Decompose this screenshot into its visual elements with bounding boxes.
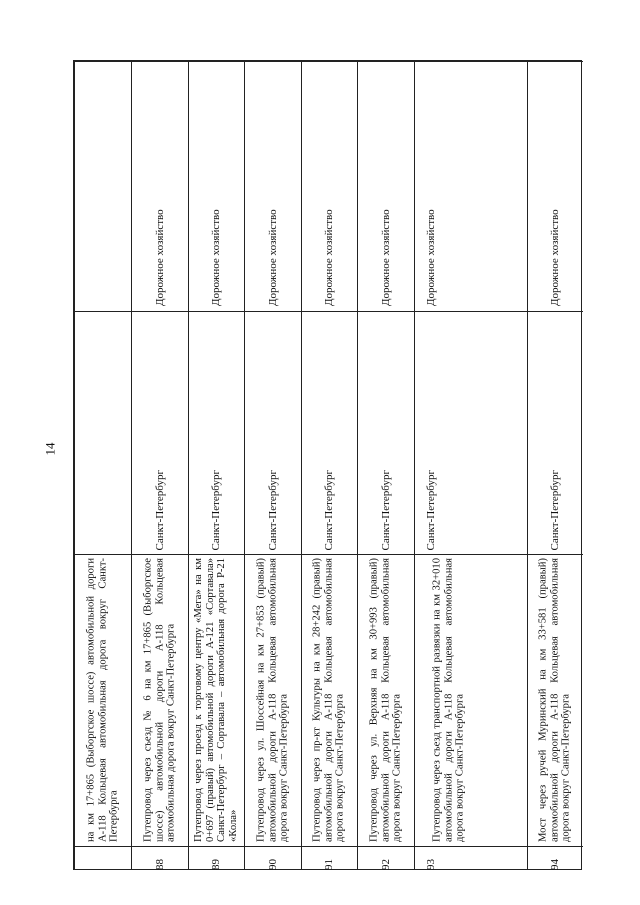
city-cell: Санкт-Петербург (424, 469, 437, 550)
object-name: Путепровод через съезд транспортной развязки на км 32+010 автомобильной дороги А-118 Кольцевая автомобильная дорога вокруг Санкт-Петербурга (431, 558, 466, 842)
row-number: 90 (266, 858, 279, 870)
owner-cell: Дорожное хозяйство (153, 209, 166, 306)
objects-table (73, 60, 582, 870)
object-name: Путепровод через пр-кт Культуры на км 28+242 (правый) автомобильной дороги А-118 Кольцевая автомобильная дорога вокруг Санкт-Петербурга (311, 558, 346, 842)
city-cell: Санкт-Петербург (323, 469, 335, 550)
object-name: Путепровод через проезд к торговому центру «Мега» на км 0+697 (правый) автомобильной дороги А-121 «Сортавала» Санкт-Петербург – Сортавала – автомобильная дорога Р-21 «Кола» (192, 558, 239, 842)
owner-cell: Дорожное хозяйство (266, 209, 279, 306)
table-row (357, 554, 414, 846)
owner-cell: Дорожное хозяйство (210, 209, 222, 306)
object-name: Путепровод через ул. Верхняя на км 30+993 (правый) автомобильной дороги А-118 Кольцевая автомобильная дорога вокруг Санкт-Петербурга (368, 558, 403, 842)
owner-cell: Дорожное хозяйство (549, 209, 561, 306)
object-name: Путепровод через ул. Шоссейная на км 27+853 (правый) автомобильной дороги А-118 Кольцевая автомобильная дорога вокруг Санкт-Петербурга (255, 558, 290, 842)
table-row (301, 554, 357, 846)
city-cell: Санкт-Петербург (549, 469, 561, 550)
owner-cell: Дорожное хозяйство (424, 209, 437, 306)
page-number: 14 (42, 442, 58, 456)
owner-cell: Дорожное хозяйство (379, 209, 392, 306)
owner-cell: Дорожное хозяйство (323, 209, 335, 306)
city-cell: Санкт-Петербург (153, 469, 166, 550)
row-number: 92 (379, 858, 392, 870)
object-name: на км 17+865 (Выборгское шоссе) автомобильной дороги А-118 Кольцевая автомобильная дорога вокруг Санкт-Петербурга (85, 558, 120, 842)
table-row (74, 554, 131, 846)
table-row (527, 554, 583, 846)
object-name: Путепровод через съезд № 6 на км 17+865 (Выборгское шоссе) автомобильной дороги А-118 Кольцевая автомобильная дорога вокруг Санкт-Петербурга (142, 558, 177, 842)
row-number: 88 (153, 858, 166, 870)
city-cell: Санкт-Петербург (266, 469, 279, 550)
table-row (414, 554, 527, 846)
row-number: 94 (549, 858, 561, 870)
table-row (244, 554, 301, 846)
table-row (131, 554, 188, 846)
row-number: 89 (210, 858, 222, 870)
object-name: Мост через ручей Муринский на км 33+581 (правый) автомобильной дороги А-118 Кольцевая автомобильная дорога вокруг Санкт-Петербурга (537, 558, 572, 842)
city-cell: Санкт-Петербург (210, 469, 222, 550)
row-number: 93 (424, 858, 437, 870)
row-number: 91 (323, 858, 335, 870)
table-row (188, 554, 244, 846)
city-cell: Санкт-Петербург (379, 469, 392, 550)
